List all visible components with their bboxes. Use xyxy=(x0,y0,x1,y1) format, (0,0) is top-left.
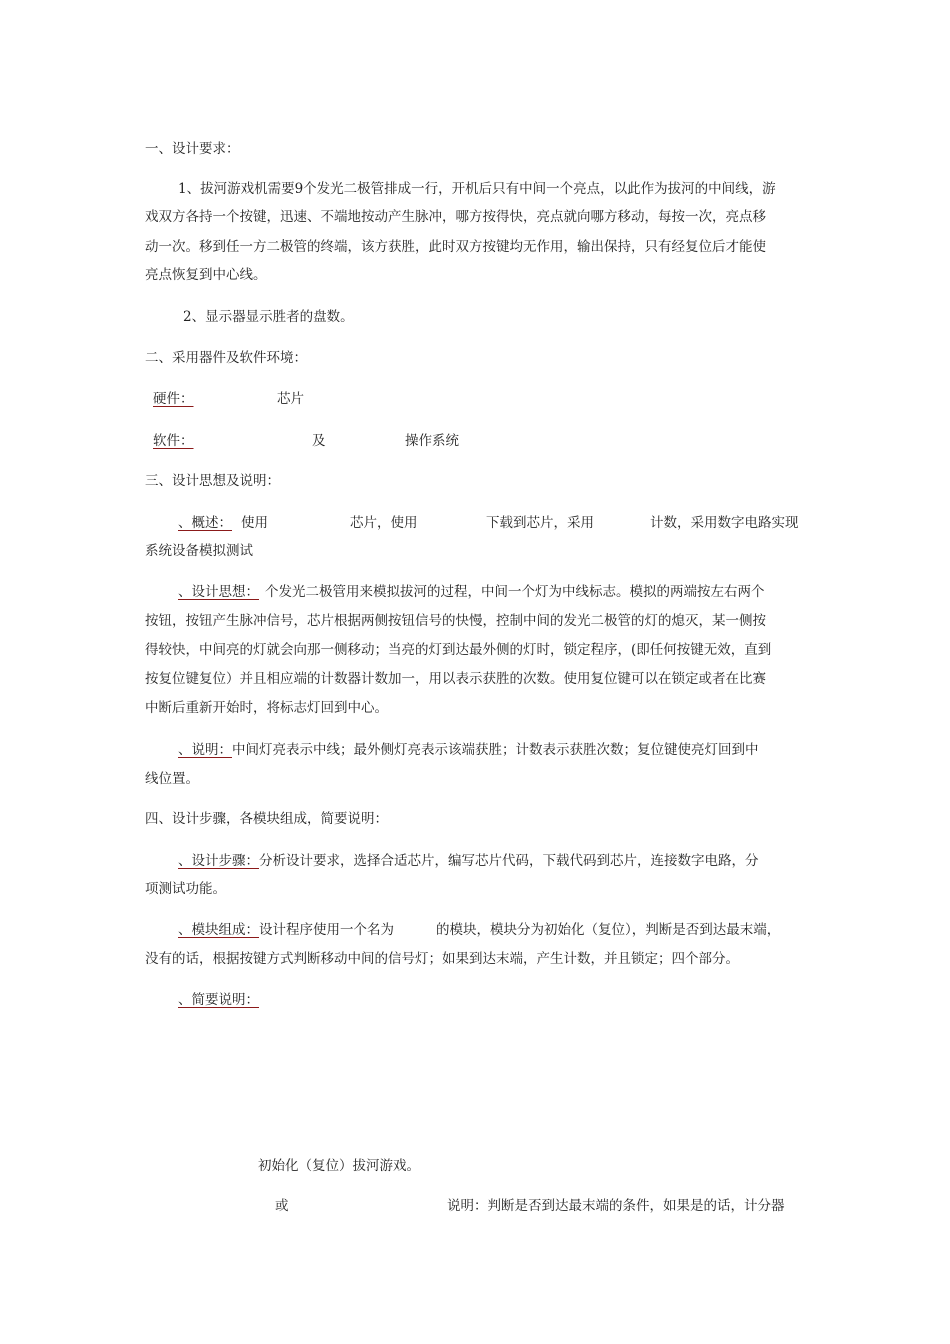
modules-line1 xyxy=(178,921,780,939)
note-line2: 线位置。 xyxy=(145,771,199,787)
software-label-text: 软件： xyxy=(153,433,194,449)
idea-line3: 得较快，中间亮的灯就会向那一侧移动；当亮的灯到达最外侧的灯时，锁定程序，(即任何按键无效，直到 xyxy=(145,642,772,658)
modules-line1-a: 设计程序使用一个名为 xyxy=(259,922,394,938)
software-end: 操作系统 xyxy=(405,433,459,449)
or-text: 或 xyxy=(275,1198,289,1214)
idea-line2: 按钮，按钮产生脉冲信号，芯片根据两侧按钮信号的快慢，控制中间的发光二极管的灯的熄灭，某一侧按 xyxy=(145,613,766,629)
overview-part2: 芯片，使用 xyxy=(350,515,418,531)
modules-line2: 没有的话，根据按键方式判断移动中间的信号灯；如果到达末端，产生计数，并且锁定；四个部分。 xyxy=(145,951,739,967)
steps-line2: 项测试功能。 xyxy=(145,881,226,897)
overview-part4: 计数，采用数字电路实现 xyxy=(650,515,799,531)
idea-line4: 按复位键复位）并且相应端的计数器计数加一，用以表示获胜的次数。使用复位键可以在锁定或者在比赛 xyxy=(145,671,766,687)
brief-label xyxy=(178,991,259,1009)
hardware-label xyxy=(153,390,194,408)
overview-label-text: 、概述： xyxy=(178,515,232,531)
steps-line1 xyxy=(178,852,759,870)
section2-heading: 二、采用器件及软件环境： xyxy=(145,350,307,366)
idea-line5: 中断后重新开始时，将标志灯回到中心。 xyxy=(145,700,388,716)
section3-heading: 三、设计思想及说明： xyxy=(145,473,280,489)
item1-line1-text: 1、拔河游戏机需要9个发光二极管排成一行，开机后只有中间一个亮点，以此作为拔河的中间线，游 xyxy=(178,181,776,197)
overview-line2: 系统设备模拟测试 xyxy=(145,543,253,559)
idea-line1-text: 个发光二极管用来模拟拔河的过程，中间一个灯为中线标志。模拟的两端按左右两个 xyxy=(265,584,765,600)
item1-line1 xyxy=(178,180,807,198)
steps-label: 、设计步骤： xyxy=(178,853,259,869)
modules-label: 、模块组成： xyxy=(178,922,259,938)
item1-line4: 亮点恢复到中心线。 xyxy=(145,267,267,283)
note-line1-text: 中间灯亮表示中线；最外侧灯亮表示该端获胜；计数表示获胜次数；复位键使亮灯回到中 xyxy=(232,742,759,758)
init-text: 初始化（复位）拔河游戏。 xyxy=(258,1158,420,1174)
note-line1 xyxy=(178,741,759,759)
overview-part1: 使用 xyxy=(241,515,268,531)
explain-text: 说明：判断是否到达最末端的条件，如果是的话，计分器 xyxy=(447,1198,785,1214)
hardware-label-text: 硬件： xyxy=(153,391,194,407)
overview-part3: 下载到芯片，采用 xyxy=(486,515,594,531)
section1-heading: 一、设计要求： xyxy=(145,141,240,157)
steps-line1-text: 分析设计要求，选择合适芯片，编写芯片代码，下载代码到芯片，连接数字电路，分 xyxy=(259,853,759,869)
idea-label: 、设计思想： xyxy=(178,584,259,600)
modules-line1-b: 的模块，模块分为初始化（复位），判断是否到达最末端， xyxy=(436,922,781,938)
overview-label xyxy=(178,514,232,532)
software-label xyxy=(153,432,194,450)
software-mid: 及 xyxy=(312,433,326,449)
brief-label-text: 、简要说明： xyxy=(178,992,259,1008)
item1-line2: 戏双方各持一个按键，迅速、不端地按动产生脉冲，哪方按得快，亮点就向哪方移动，每按一次，亮点移 xyxy=(145,209,766,225)
item1-line3: 动一次。移到任一方二极管的终端，该方获胜，此时双方按键均无作用，输出保持，只有经复位后才能使 xyxy=(145,239,766,255)
section4-heading: 四、设计步骤，各模块组成，简要说明： xyxy=(145,811,388,827)
item2: 2、显示器显示胜者的盘数。 xyxy=(183,309,354,325)
note-label: 、说明： xyxy=(178,742,232,758)
idea-line1 xyxy=(178,583,765,601)
hardware-text: 芯片 xyxy=(277,391,304,407)
